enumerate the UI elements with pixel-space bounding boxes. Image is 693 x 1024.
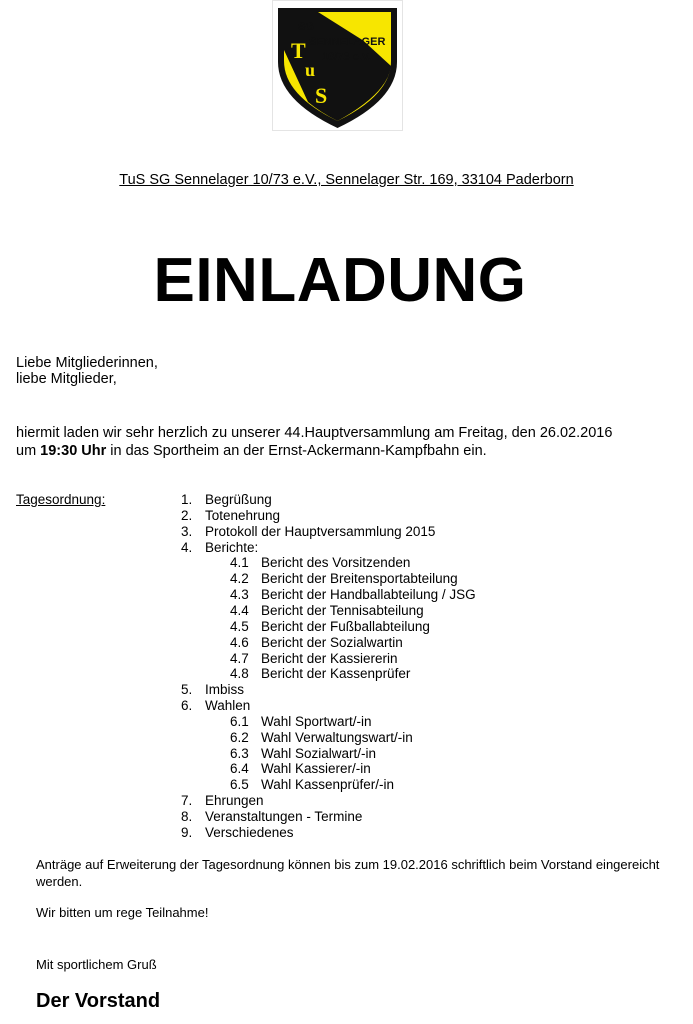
agenda-item-number: 4.2 xyxy=(230,571,249,587)
agenda-item-text: Veranstaltungen - Termine xyxy=(205,809,363,824)
regards-line: Mit sportlichem Gruß xyxy=(36,957,157,972)
agenda-item-text: Totenehrung xyxy=(205,507,281,523)
agenda-item-text: Imbiss xyxy=(205,682,245,698)
requests-note: Anträge auf Erweiterung der Tagesordnung können bis zum 19.02.2016 schriftlich beim Vorstand eingereicht werden. xyxy=(36,857,660,889)
agenda-item xyxy=(0,587,693,603)
club-address: TuS SG Sennelager 10/73 e.V., Sennelager Str. 169, 33104 Paderborn xyxy=(119,172,574,188)
agenda-item xyxy=(0,730,693,746)
agenda-item-text: Berichte: xyxy=(205,539,259,555)
agenda-item-text: Bericht der Breitensportabteilung xyxy=(261,571,458,587)
agenda-item xyxy=(0,508,693,524)
agenda-item-text: Bericht der Sozialwartin xyxy=(261,634,403,650)
agenda-item-text: Wahl Kassenprüfer/-in xyxy=(261,777,395,793)
agenda-item-text: Bericht der Fußballabteilung xyxy=(261,618,430,634)
agenda-item-text: Begrüßung xyxy=(205,492,272,507)
agenda-item-number: 7. xyxy=(181,793,193,809)
agenda-item xyxy=(0,714,693,730)
agenda-item xyxy=(0,555,693,571)
agenda-item-text: Ehrungen xyxy=(205,793,264,809)
agenda-item-number: 6. xyxy=(181,698,193,714)
agenda-item-number: 4.1 xyxy=(230,555,249,571)
participation-note: Wir bitten um rege Teilnahme! xyxy=(36,905,209,920)
club-logo xyxy=(272,0,403,131)
document-title: EINLADUNG xyxy=(153,246,527,315)
intro-line-2 xyxy=(16,442,487,460)
agenda-item xyxy=(0,524,693,540)
logo-letter-s: S xyxy=(315,83,328,108)
agenda-item-number: 2. xyxy=(181,507,193,523)
agenda-label: Tagesordnung: xyxy=(16,492,106,507)
agenda-item-text: Wahl Kassierer/-in xyxy=(261,761,371,777)
agenda-item-number: 4.5 xyxy=(230,618,249,634)
agenda-item-text: Wahlen xyxy=(205,698,251,714)
agenda-item-text: Verschiedenes xyxy=(205,824,294,840)
greeting-line-2: liebe Mitglieder, xyxy=(16,371,117,387)
agenda-item-text: Wahl Sozialwart/-in xyxy=(261,745,377,761)
agenda-item xyxy=(0,635,693,651)
agenda-item-text: Bericht des Vorsitzenden xyxy=(261,555,411,571)
agenda-item-number: 4.6 xyxy=(230,634,249,650)
agenda-item-number: 6.4 xyxy=(230,761,249,777)
intro-line-2-start: um xyxy=(16,443,41,459)
agenda-item-number: 6.3 xyxy=(230,745,249,761)
agenda-item-number: 6.2 xyxy=(230,729,249,745)
agenda-item-number: 4. xyxy=(181,539,193,555)
agenda-item-number: 4.7 xyxy=(230,650,249,666)
agenda-item xyxy=(0,666,693,682)
agenda-item-text: Bericht der Kassenprüfer xyxy=(261,666,411,682)
agenda-item-text: Bericht der Handballabteilung / JSG xyxy=(261,587,476,603)
greeting-line-1: Liebe Mitgliederinnen, xyxy=(16,355,158,371)
agenda-item xyxy=(0,603,693,619)
agenda-item-number: 9. xyxy=(181,824,193,840)
meeting-time: 19:30 Uhr xyxy=(40,443,107,459)
logo-text-sg: SG xyxy=(298,21,314,33)
agenda-item xyxy=(0,746,693,762)
agenda-item-text: Wahl Sportwart/-in xyxy=(261,713,372,729)
agenda-item xyxy=(0,761,693,777)
intro-line-1: hiermit laden wir sehr herzlich zu unserer 44.Hauptversammlung am Freitag, den 26.02.2016 xyxy=(16,425,613,441)
agenda-item-number: 5. xyxy=(181,682,193,698)
signature: Der Vorstand xyxy=(36,990,161,1012)
agenda-item-number: 8. xyxy=(181,809,193,824)
logo-text-year: 10/73 e.V. xyxy=(322,51,372,63)
agenda-item-number: 6.1 xyxy=(230,713,249,729)
agenda-item-number: 4.4 xyxy=(230,602,249,618)
agenda-item-number: 1. xyxy=(181,492,193,507)
logo-letter-t: T xyxy=(291,38,306,63)
agenda-item xyxy=(0,619,693,635)
intro-line-2-end: in das Sportheim an der Ernst-Ackermann-Kampfbahn ein. xyxy=(106,443,487,459)
agenda-item-number: 4.3 xyxy=(230,587,249,603)
agenda-item xyxy=(0,809,693,825)
agenda-item xyxy=(0,777,693,793)
agenda-item xyxy=(0,825,693,841)
agenda-item xyxy=(0,492,693,508)
agenda-item xyxy=(0,682,693,698)
agenda-item xyxy=(0,571,693,587)
agenda-item-text: Bericht der Kassiererin xyxy=(261,650,398,666)
agenda-item xyxy=(0,793,693,809)
agenda-item xyxy=(0,698,693,714)
logo-letter-u: u xyxy=(305,60,316,80)
agenda-item-text: Protokoll der Hauptversammlung 2015 xyxy=(205,523,436,539)
agenda-item-number: 4.8 xyxy=(230,666,249,682)
agenda-item-number: 6.5 xyxy=(230,777,249,793)
logo-text-sennelager: SENNELAGER xyxy=(309,36,386,48)
agenda-item-text: Bericht der Tennisabteilung xyxy=(261,602,424,618)
agenda-item-number: 3. xyxy=(181,523,193,539)
agenda-item xyxy=(0,651,693,667)
agenda-item xyxy=(0,540,693,556)
agenda-item-text: Wahl Verwaltungswart/-in xyxy=(261,729,413,745)
